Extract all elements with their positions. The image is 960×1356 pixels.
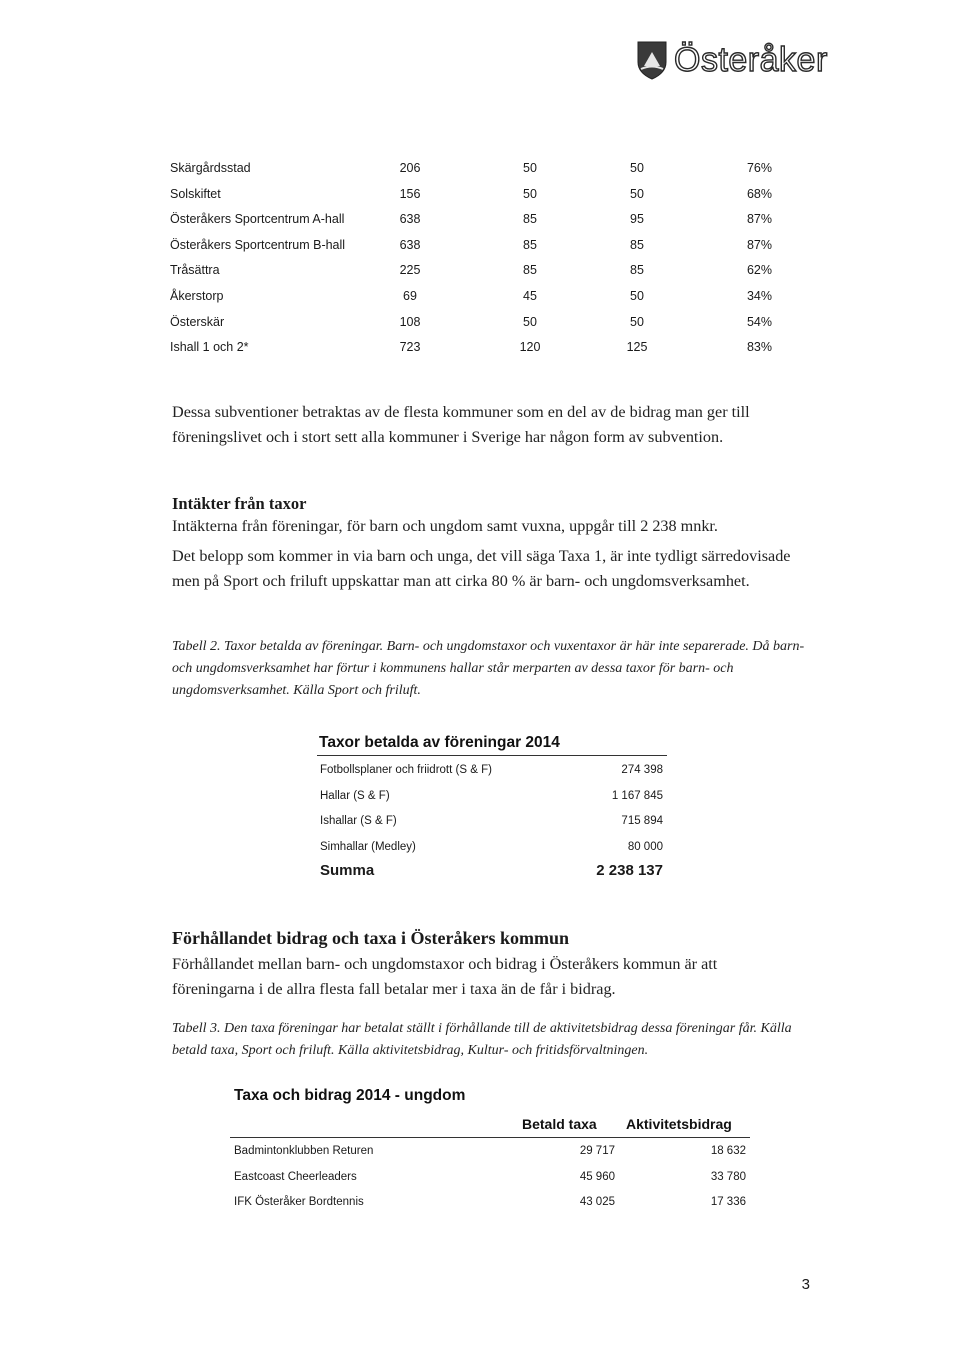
table-cell: 206 xyxy=(399,161,421,175)
table-row xyxy=(0,760,960,784)
table-cell: 83% xyxy=(746,340,772,355)
club-name: Badmintonklubben Returen xyxy=(234,1145,374,1157)
paid-fee: 45 960 xyxy=(579,1170,615,1183)
logo-text: Österåker xyxy=(674,41,828,79)
table-row xyxy=(0,208,960,234)
paid-fee: 43 025 xyxy=(579,1196,615,1208)
youth-table-col-grant: Aktivitetsbidrag xyxy=(626,1116,732,1132)
table-row xyxy=(0,285,960,311)
table-cell: 50 xyxy=(523,314,537,329)
table-cell: 85 xyxy=(630,237,644,252)
paid-fee: 29 717 xyxy=(579,1145,615,1157)
table-cell: 62% xyxy=(746,263,772,278)
table-cell: 85 xyxy=(523,263,537,278)
fee-amount: 80 000 xyxy=(627,840,663,853)
table-row xyxy=(0,157,960,183)
facility-name: Österskär xyxy=(170,314,225,329)
activity-grant: 33 780 xyxy=(710,1170,746,1183)
facility-name: Åkerstorp xyxy=(170,288,224,303)
facility-name: Skärgårdsstad xyxy=(170,161,251,175)
table-cell: 108 xyxy=(399,314,421,329)
paragraph-subsidies: Dessa subventioner betraktas av de flesta kommuner som en del av de bidrag man ger till föreningslivet och i stort sett alla kommuner i Sverige har någon form av subvention. xyxy=(172,403,750,446)
fees-table-title: Taxor betalda av föreningar 2014 xyxy=(319,734,560,751)
table-row xyxy=(0,811,960,835)
table-row xyxy=(0,786,960,810)
table-cell: 50 xyxy=(630,186,644,201)
club-name: IFK Österåker Bordtennis xyxy=(234,1196,364,1208)
table-cell: 34% xyxy=(746,288,772,303)
facility-name: Solskiftet xyxy=(170,186,221,201)
fee-category: Simhallar (Medley) xyxy=(320,840,416,853)
paragraph-income-b: Det belopp som kommer in via barn och unga, det vill säga Taxa 1, är inte tydligt särredovisade men på Sport och friluft uppskattar man att cirka 80 % är barn- och ungdomsverksamhet. xyxy=(172,547,791,590)
table-cell: 125 xyxy=(626,340,648,355)
table-cell: 45 xyxy=(523,288,537,303)
youth-table-col-paid: Betald taxa xyxy=(522,1116,597,1132)
coat-of-arms-icon xyxy=(636,40,668,80)
facility-name: Österåkers Sportcentrum B-hall xyxy=(170,237,346,252)
sum-row xyxy=(0,860,960,884)
table-cell: 87% xyxy=(746,237,772,252)
table-cell: 54% xyxy=(746,314,772,329)
facility-name: Ishall 1 och 2* xyxy=(170,340,249,355)
table-row xyxy=(0,234,960,260)
table-cell: 723 xyxy=(399,340,421,355)
facility-name: Österåkers Sportcentrum A-hall xyxy=(170,212,345,227)
table-cell: 69 xyxy=(403,288,417,303)
fee-category: Hallar (S & F) xyxy=(320,789,390,802)
table-cell: 50 xyxy=(523,161,537,175)
fee-category: Ishallar (S & F) xyxy=(320,815,397,827)
fee-category: Fotbollsplaner och friidrott (S & F) xyxy=(320,764,492,776)
sum-label: Summa xyxy=(320,862,375,879)
fee-amount: 274 398 xyxy=(621,764,663,776)
fee-amount: 715 894 xyxy=(621,815,663,827)
table-cell: 50 xyxy=(523,186,537,201)
caption-table-2: Tabell 2. Taxor betalda av föreningar. Barn- och ungdomstaxor och vuxentaxor är här inte separerade. Då barn- och ungdomsverksamhet har förtur i kommunens hallar står merparten av dessa taxor för barn- och ungdomsverksamhet. Källa Sport och friluft. xyxy=(172,639,805,698)
page-number: 3 xyxy=(801,1276,810,1293)
table-cell: 95 xyxy=(630,212,644,227)
table-row xyxy=(0,259,960,285)
facility-name: Tråsättra xyxy=(170,263,220,278)
sum-value: 2 238 137 xyxy=(596,862,663,879)
table-cell: 638 xyxy=(399,212,421,227)
table-row xyxy=(0,311,960,337)
table-cell: 225 xyxy=(399,263,421,278)
paragraph-ratio: Förhållandet mellan barn- och ungdomstaxor och bidrag i Österåkers kommun är att föreningarna i de allra flesta fall betalar mer i taxa än de får i bidrag. xyxy=(172,955,718,998)
table-row xyxy=(0,1167,960,1192)
table-cell: 50 xyxy=(630,288,644,303)
table-cell: 85 xyxy=(630,263,644,278)
table-row xyxy=(0,336,960,362)
youth-table-title: Taxa och bidrag 2014 - ungdom xyxy=(234,1087,466,1104)
table-cell: 85 xyxy=(523,212,537,227)
table-cell: 120 xyxy=(519,340,541,355)
fee-amount: 1 167 845 xyxy=(611,789,663,802)
table-row xyxy=(0,1141,960,1166)
club-name: Eastcoast Cheerleaders xyxy=(234,1170,357,1183)
heading-income-from-fees: Intäkter från taxor xyxy=(172,494,307,513)
paragraph-income-a: Intäkterna från föreningar, för barn och ungdom samt vuxna, uppgår till 2 238 mnkr. xyxy=(172,517,718,535)
heading-ratio: Förhållandet bidrag och taxa i Österåkers kommun xyxy=(172,928,570,948)
table-row xyxy=(0,837,960,861)
table-row xyxy=(0,183,960,209)
subsidy-table xyxy=(0,157,960,362)
youth-table-rule xyxy=(230,1137,750,1138)
table-cell: 638 xyxy=(399,237,421,252)
caption-table-3: Tabell 3. Den taxa föreningar har betalat ställt i förhållande till de aktivitetsbidrag dessa föreningar får. Källa betald taxa, Sport och friluft. Källa aktivitetsbidrag, Kultur- och fritidsförvaltningen. xyxy=(172,1021,792,1058)
table-cell: 85 xyxy=(523,237,537,252)
osteraker-logo xyxy=(636,36,836,84)
table-cell: 76% xyxy=(746,161,772,175)
activity-grant: 18 632 xyxy=(710,1145,746,1157)
table-row xyxy=(0,1192,960,1217)
activity-grant: 17 336 xyxy=(710,1196,746,1208)
table-cell: 50 xyxy=(630,314,644,329)
table-cell: 87% xyxy=(746,212,772,227)
table-cell: 50 xyxy=(630,161,644,175)
table-cell: 156 xyxy=(399,186,421,201)
fees-table-rule xyxy=(317,755,667,756)
table-cell: 68% xyxy=(746,186,772,201)
